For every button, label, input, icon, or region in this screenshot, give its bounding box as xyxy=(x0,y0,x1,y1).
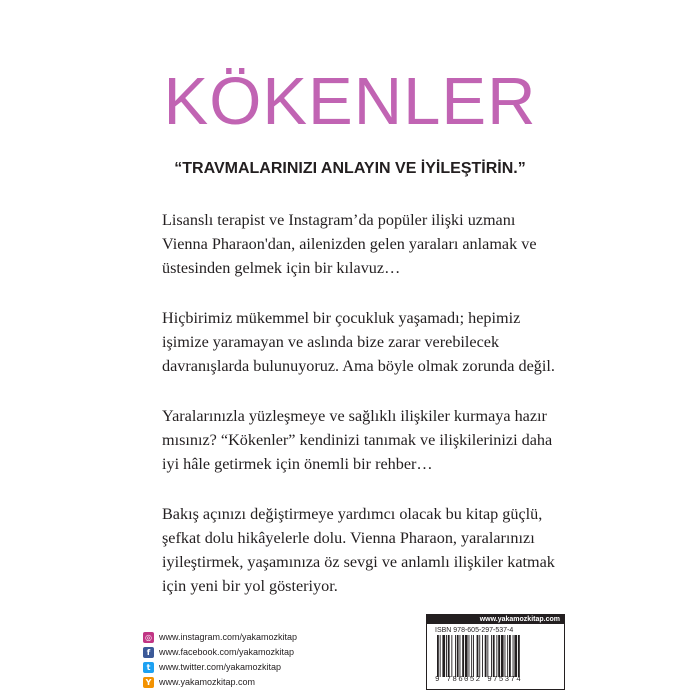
book-title: KÖKENLER xyxy=(163,64,537,139)
barcode-bar xyxy=(473,635,474,677)
social-row-twitter[interactable] xyxy=(143,660,297,674)
blurb-paragraph-1: Lisanslı terapist ve Instagram’da popüler ilişki uzmanı Vienna Pharaon'dan, ailenizden gelen yaraları anlamak ve üstesinden gelmek için bir kılavuz… xyxy=(162,211,537,277)
barcode-bar xyxy=(514,635,517,677)
barcode-bar xyxy=(457,635,459,677)
barcode-bar xyxy=(440,635,441,677)
tagline-quote: “TRAVMALARINIZI ANLAYIN VE İYİLEŞTİRİN.” xyxy=(174,160,526,177)
blurb-paragraph-2: Hiçbirimiz mükemmel bir çocukluk yaşamadı; hepimiz işimize yaramayan ve aslında bize zarar verebilecek davranışlarda bulunuyoruz. Ama böyle olmak zorunda değil. xyxy=(162,309,555,375)
barcode-bar xyxy=(471,635,472,677)
social-row-website[interactable] xyxy=(143,675,297,689)
twitter-link[interactable]: www.twitter.com/yakamozkitap xyxy=(159,662,282,672)
barcode-bar xyxy=(493,635,495,677)
barcode-bar xyxy=(507,635,508,677)
instagram-link[interactable]: www.instagram.com/yakamozkitap xyxy=(159,632,298,642)
barcode-bar xyxy=(451,635,452,677)
blurb xyxy=(162,208,562,624)
barcode-bar xyxy=(501,635,504,677)
barcode-bar xyxy=(496,635,497,677)
barcode-bar xyxy=(509,635,511,677)
instagram-icon: ◎ xyxy=(143,632,154,643)
barcode-bar xyxy=(518,635,520,677)
barcode-bar xyxy=(498,635,500,677)
barcode-bar xyxy=(477,635,479,677)
barcode-bar xyxy=(455,635,456,677)
barcode-bar xyxy=(465,635,468,677)
barcode-bar xyxy=(513,635,514,677)
barcode-bar xyxy=(446,635,447,677)
barcode-bar xyxy=(491,635,492,677)
barcode-bar xyxy=(442,635,445,677)
barcode-bar xyxy=(460,635,461,677)
barcode-icon xyxy=(435,635,556,677)
facebook-link[interactable]: www.facebook.com/yakamozkitap xyxy=(159,647,295,657)
publisher-url: www.yakamozkitap.com xyxy=(427,615,564,624)
barcode-bar xyxy=(505,635,506,677)
blurb-paragraph-4: Bakış açınızı değiştirmeye yardımcı olacak bu kitap güçlü, şefkat dolu hikâyelerle dolu. Vienna Pharaon, yaralarınızı iyileştirmek, yaşamınıza öz sevgi ve anlamlı ilişkiler katmak için yeni bir yol gösteriyor. xyxy=(162,505,555,595)
barcode-bar xyxy=(482,635,483,677)
barcode-bar xyxy=(448,635,450,677)
barcode-bar xyxy=(487,635,488,677)
social-links xyxy=(143,630,297,690)
blurb-paragraph-3: Yaralarınızla yüzleşmeye ve sağlıklı ilişkiler kurmaya hazır mısınız? “Kökenler” kendinizi tanımak ve ilişkilerinizi daha iyi hâle getirmek için önemli bir rehber… xyxy=(162,407,553,473)
isbn-barcode-box xyxy=(426,614,565,690)
isbn-number: ISBN 978-605-297-537-4 xyxy=(435,627,514,634)
barcode-bar xyxy=(485,635,487,677)
social-row-instagram[interactable] xyxy=(143,630,297,644)
yakamoz-icon: Y xyxy=(143,677,154,688)
website-link[interactable]: www.yakamozkitap.com xyxy=(159,677,256,687)
barcode-bar xyxy=(469,635,470,677)
barcode-digits: 9 786052 975374 xyxy=(435,676,523,684)
barcode-bar xyxy=(437,635,439,677)
barcode-bar xyxy=(462,635,464,677)
barcode-bar xyxy=(479,635,480,677)
twitter-icon: t xyxy=(143,662,154,673)
social-row-facebook[interactable] xyxy=(143,645,297,659)
facebook-icon: f xyxy=(143,647,154,658)
